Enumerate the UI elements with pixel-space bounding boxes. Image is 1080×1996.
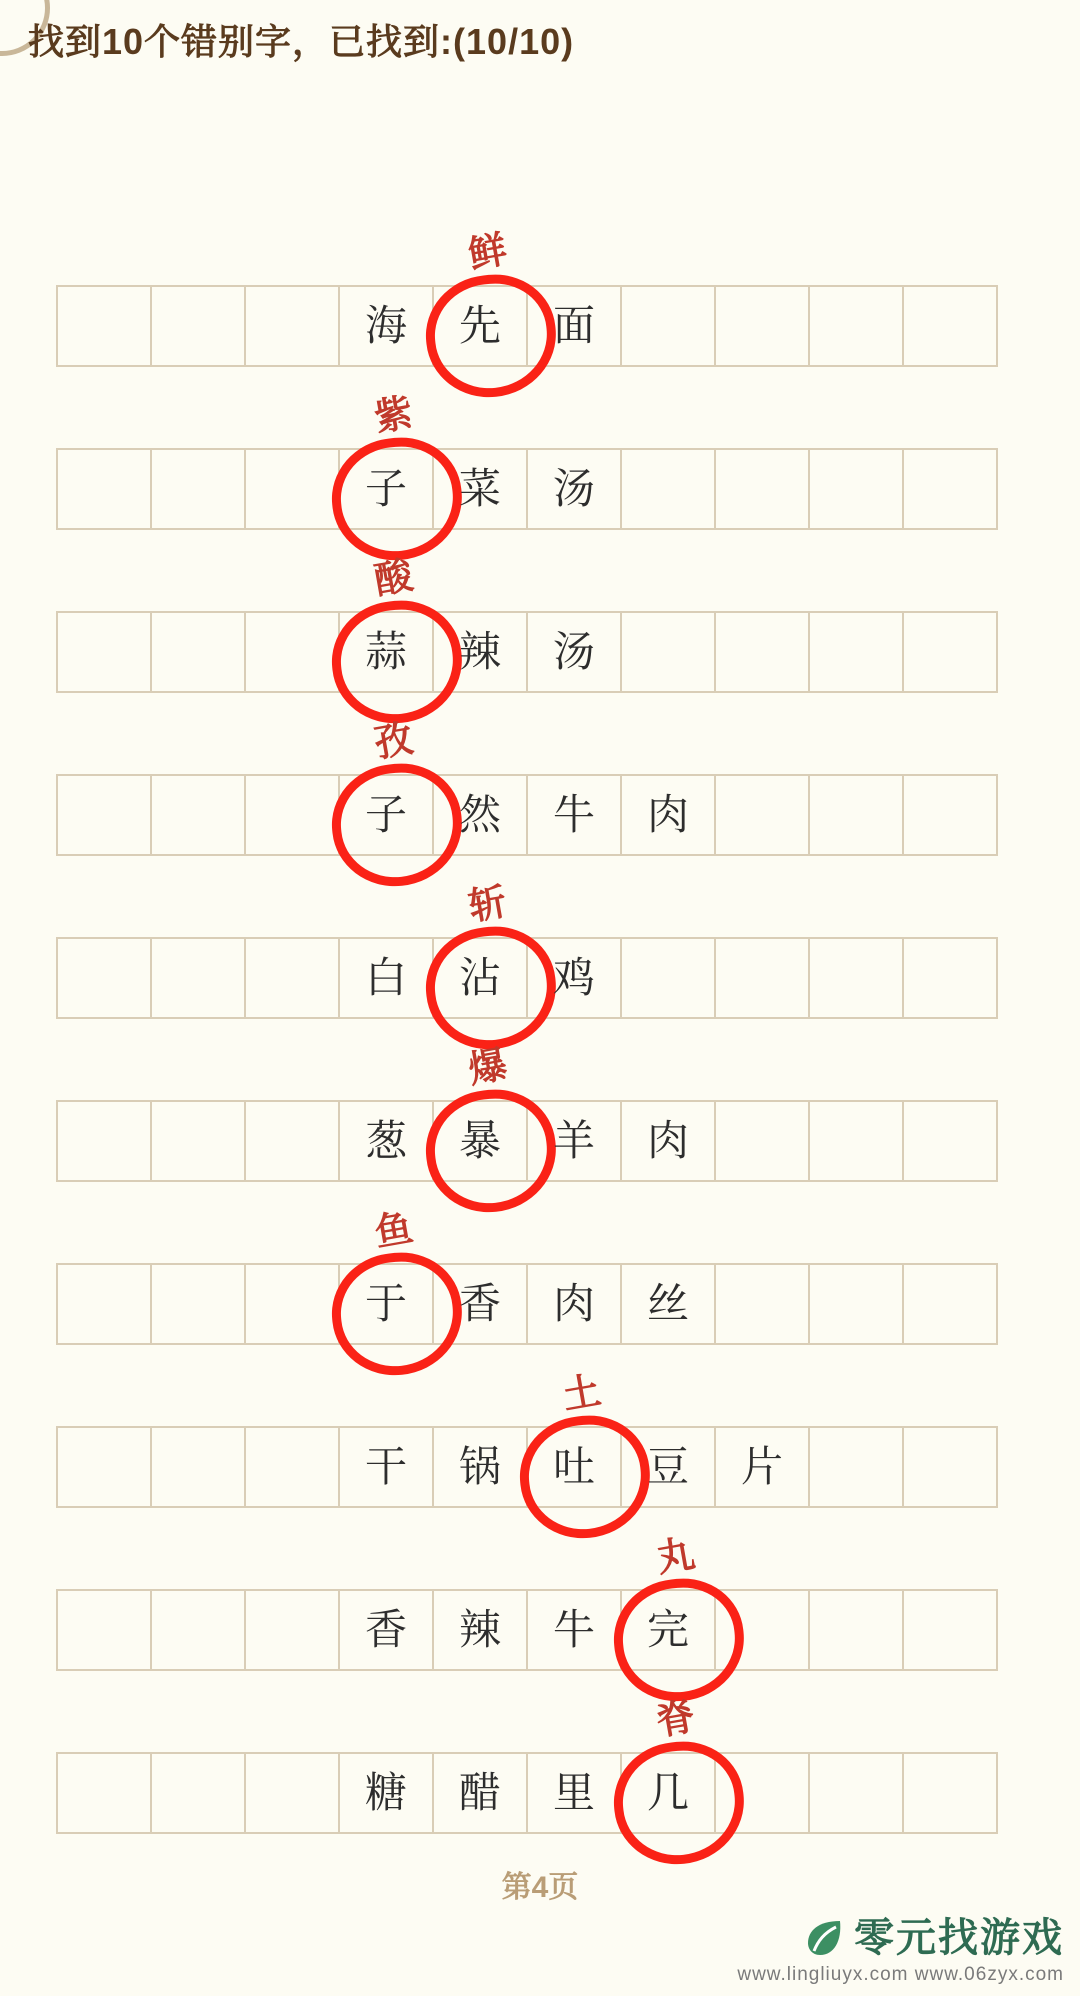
grid-cell-empty (902, 285, 998, 367)
grid-cell-empty (56, 1100, 152, 1182)
cell-character: 肉 (646, 790, 689, 839)
grid-row (56, 1204, 1016, 1345)
grid-cell-empty (808, 611, 904, 693)
grid-cell-empty (902, 448, 998, 530)
grid-cell-empty (620, 611, 716, 693)
grid-cell-empty (902, 937, 998, 1019)
grid-cell-empty (808, 774, 904, 856)
grid-cell-character[interactable] (526, 774, 622, 856)
cell-character: 糖 (364, 1768, 407, 1817)
grid-cell-wrong-character[interactable] (432, 878, 528, 1019)
grid-cell-character[interactable] (432, 774, 528, 856)
cell-character: 牛 (552, 790, 595, 839)
correction-annotation: 鲜 (465, 226, 511, 277)
cell-character: 里 (552, 1768, 595, 1817)
grid-cell-empty (714, 1589, 810, 1671)
grid-cell-character[interactable] (526, 1263, 622, 1345)
grid-cell-empty (244, 448, 340, 530)
grid-cell-empty (150, 1100, 246, 1182)
correction-annotation: 土 (559, 1367, 605, 1418)
grid-cell-empty (808, 448, 904, 530)
grid-cell-wrong-character[interactable] (338, 1204, 434, 1345)
grid-cell-empty (150, 937, 246, 1019)
grid-cell-empty (150, 1263, 246, 1345)
cell-character: 子 (364, 790, 407, 839)
grid-cell-empty (244, 611, 340, 693)
grid-cell-wrong-character[interactable] (620, 1530, 716, 1671)
watermark-title: 零元找游戏 (854, 1916, 1064, 1961)
grid-cell-empty (56, 285, 152, 367)
grid-cell-empty (150, 1752, 246, 1834)
grid-cell-empty (620, 285, 716, 367)
grid-cell-empty (714, 448, 810, 530)
grid-cell-character[interactable] (432, 1589, 528, 1671)
grid-cell-character[interactable] (432, 1263, 528, 1345)
grid-cell-empty (902, 1589, 998, 1671)
page-title: 找到10个错别字，已找到:(10/10) (28, 21, 575, 62)
grid-cell-character[interactable] (620, 774, 716, 856)
grid-cell-empty (808, 1426, 904, 1508)
grid-cell-character[interactable] (526, 1589, 622, 1671)
cell-character: 沾 (458, 953, 501, 1002)
cell-character: 几 (646, 1768, 689, 1817)
grid-cell-empty (902, 611, 998, 693)
grid-cell-empty (808, 1589, 904, 1671)
cell-character: 干 (364, 1442, 407, 1491)
grid-cell-wrong-character[interactable] (338, 715, 434, 856)
grid-cell-character[interactable] (526, 937, 622, 1019)
grid-cell-empty (56, 1589, 152, 1671)
watermark-url: www.lingliuyx.com www.06zyx.com (737, 1964, 1064, 1986)
character-grid (56, 226, 1016, 1915)
grid-cell-character[interactable] (338, 1589, 434, 1671)
grid-cell-empty (808, 285, 904, 367)
cell-character: 肉 (552, 1279, 595, 1328)
grid-cell-character[interactable] (526, 1100, 622, 1182)
grid-cell-wrong-character[interactable] (432, 1041, 528, 1182)
grid-cell-character[interactable] (526, 448, 622, 530)
grid-cell-character[interactable] (432, 448, 528, 530)
correction-annotation: 脊 (653, 1693, 699, 1744)
watermark-top (800, 1915, 1064, 1961)
cell-character: 于 (364, 1279, 407, 1328)
cell-character: 香 (364, 1605, 407, 1654)
cell-character: 辣 (458, 627, 501, 676)
grid-cell-empty (714, 937, 810, 1019)
grid-row (56, 1367, 1016, 1508)
cell-character: 先 (458, 301, 501, 350)
grid-cell-character[interactable] (526, 611, 622, 693)
grid-cell-empty (244, 1100, 340, 1182)
grid-row (56, 1693, 1016, 1834)
grid-cell-empty (150, 774, 246, 856)
cell-character: 丝 (646, 1279, 689, 1328)
grid-cell-character[interactable] (526, 1752, 622, 1834)
grid-row (56, 552, 1016, 693)
cell-character: 蒜 (364, 627, 407, 676)
grid-cell-empty (714, 774, 810, 856)
grid-cell-empty (150, 611, 246, 693)
grid-row (56, 389, 1016, 530)
grid-cell-character[interactable] (338, 1100, 434, 1182)
grid-cell-empty (620, 937, 716, 1019)
cell-character: 白 (364, 953, 407, 1002)
grid-cell-empty (714, 611, 810, 693)
grid-cell-character[interactable] (432, 1752, 528, 1834)
grid-row (56, 1530, 1016, 1671)
cell-character: 醋 (458, 1768, 501, 1817)
grid-cell-empty (714, 285, 810, 367)
correction-annotation: 丸 (653, 1530, 699, 1581)
grid-cell-wrong-character[interactable] (338, 552, 434, 693)
cell-character: 香 (458, 1279, 501, 1328)
cell-character: 豆 (646, 1442, 689, 1491)
grid-cell-character[interactable] (526, 285, 622, 367)
grid-cell-character[interactable] (714, 1426, 810, 1508)
grid-cell-empty (902, 774, 998, 856)
grid-cell-empty (150, 285, 246, 367)
cell-character: 然 (458, 790, 501, 839)
grid-cell-empty (244, 774, 340, 856)
cell-character: 汤 (552, 464, 595, 513)
correction-annotation: 酸 (371, 552, 417, 603)
grid-cell-empty (902, 1100, 998, 1182)
grid-cell-empty (150, 448, 246, 530)
cell-character: 锅 (458, 1442, 501, 1491)
cell-character: 海 (364, 301, 407, 350)
correction-annotation: 斩 (465, 878, 511, 929)
grid-cell-character[interactable] (620, 1263, 716, 1345)
grid-cell-character[interactable] (338, 937, 434, 1019)
cell-character: 暴 (458, 1116, 501, 1165)
grid-cell-empty (150, 1589, 246, 1671)
correction-annotation: 爆 (465, 1041, 511, 1092)
grid-cell-empty (714, 1263, 810, 1345)
grid-cell-empty (150, 1426, 246, 1508)
grid-cell-empty (902, 1426, 998, 1508)
grid-row (56, 226, 1016, 367)
leaf-icon (800, 1915, 846, 1961)
grid-cell-empty (244, 1263, 340, 1345)
grid-cell-empty (56, 1263, 152, 1345)
grid-cell-character[interactable] (432, 1426, 528, 1508)
grid-row (56, 878, 1016, 1019)
page-number-label: 第4页 (501, 1871, 579, 1904)
grid-cell-empty (56, 448, 152, 530)
cell-character: 羊 (552, 1116, 595, 1165)
grid-cell-empty (244, 1589, 340, 1671)
correction-annotation: 紫 (371, 389, 417, 440)
grid-cell-empty (56, 611, 152, 693)
cell-character: 完 (646, 1605, 689, 1654)
grid-cell-empty (244, 1752, 340, 1834)
cell-character: 子 (364, 464, 407, 513)
grid-cell-empty (808, 937, 904, 1019)
grid-cell-wrong-character[interactable] (526, 1367, 622, 1508)
grid-cell-character[interactable] (432, 611, 528, 693)
grid-cell-empty (56, 774, 152, 856)
grid-cell-empty (244, 285, 340, 367)
cell-character: 片 (740, 1442, 783, 1491)
grid-row (56, 715, 1016, 856)
cell-character: 菜 (458, 464, 501, 513)
watermark (737, 1915, 1064, 1986)
cell-character: 葱 (364, 1116, 407, 1165)
grid-cell-empty (714, 1100, 810, 1182)
grid-cell-empty (244, 1426, 340, 1508)
grid-cell-empty (902, 1752, 998, 1834)
grid-cell-wrong-character[interactable] (620, 1693, 716, 1834)
grid-cell-wrong-character[interactable] (338, 389, 434, 530)
grid-cell-character[interactable] (620, 1100, 716, 1182)
grid-cell-empty (244, 937, 340, 1019)
cell-character: 肉 (646, 1116, 689, 1165)
grid-cell-empty (902, 1263, 998, 1345)
grid-cell-wrong-character[interactable] (432, 226, 528, 367)
cell-character: 牛 (552, 1605, 595, 1654)
cell-character: 鸡 (552, 953, 595, 1002)
correction-annotation: 鱼 (371, 1204, 417, 1255)
grid-cell-character[interactable] (338, 285, 434, 367)
grid-cell-empty (714, 1752, 810, 1834)
grid-cell-character[interactable] (620, 1426, 716, 1508)
grid-cell-empty (56, 937, 152, 1019)
grid-cell-empty (56, 1752, 152, 1834)
grid-cell-empty (808, 1263, 904, 1345)
grid-cell-empty (56, 1426, 152, 1508)
cell-character: 辣 (458, 1605, 501, 1654)
correction-annotation: 孜 (371, 715, 417, 766)
grid-cell-empty (808, 1752, 904, 1834)
cell-character: 汤 (552, 627, 595, 676)
grid-cell-character[interactable] (338, 1426, 434, 1508)
grid-row (56, 1041, 1016, 1182)
grid-cell-empty (620, 448, 716, 530)
grid-cell-character[interactable] (338, 1752, 434, 1834)
cell-character: 面 (552, 301, 595, 350)
grid-cell-empty (808, 1100, 904, 1182)
cell-character: 吐 (552, 1442, 595, 1491)
